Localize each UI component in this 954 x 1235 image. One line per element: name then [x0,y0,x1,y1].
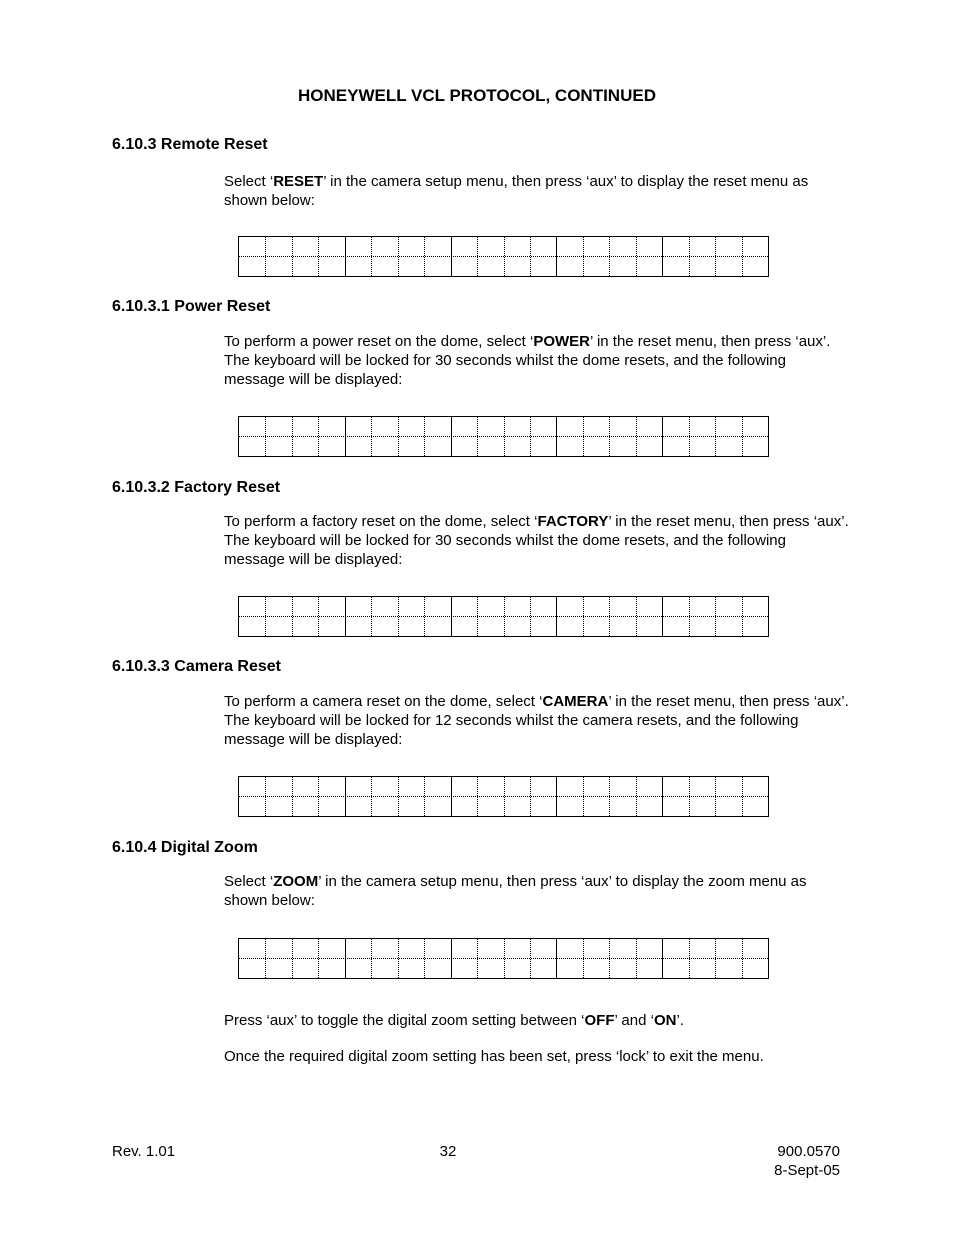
grid-column-divider [742,939,743,978]
grid-column-divider [530,237,531,276]
paragraph-power-reset: To perform a power reset on the dome, select ‘POWER’ in the reset menu, then press ‘aux’. The keyboard will be locked for 30 seconds whilst the dome resets, and the following message will be displayed: [224,333,831,388]
grid-column-divider [662,777,663,816]
grid-column-divider [556,597,557,636]
grid-column-divider [556,417,557,456]
grid-column-divider [689,597,690,636]
paragraph-camera-reset: To perform a camera reset on the dome, select ‘CAMERA’ in the reset menu, then press ‘aux’. The keyboard will be locked for 12 seconds whilst the camera resets, and the following message will be displayed: [224,693,849,748]
grid-column-divider [424,777,425,816]
grid-column-divider [371,597,372,636]
grid-column-divider [583,237,584,276]
grid-column-divider [636,237,637,276]
grid-column-divider [689,237,690,276]
grid-column-divider [504,237,505,276]
grid-column-divider [636,417,637,456]
grid-column-divider [715,417,716,456]
grid-column-divider [292,597,293,636]
grid-column-divider [689,939,690,978]
grid-column-divider [556,237,557,276]
grid-column-divider [662,417,663,456]
section-heading-digital-zoom: 6.10.4 Digital Zoom [112,839,258,856]
grid-column-divider [583,939,584,978]
grid-column-divider [371,417,372,456]
grid-column-divider [609,597,610,636]
grid-column-divider [318,939,319,978]
grid-column-divider [318,417,319,456]
grid-column-divider [662,939,663,978]
grid-column-divider [318,237,319,276]
grid-column-divider [609,939,610,978]
grid-column-divider [477,939,478,978]
display-grid-camera-reset-message [238,776,769,817]
paragraph-exit-menu: Once the required digital zoom setting has been set, press ‘lock’ to exit the menu. [224,1048,764,1065]
grid-column-divider [398,939,399,978]
grid-column-divider [451,597,452,636]
grid-column-divider [398,597,399,636]
grid-column-divider [636,939,637,978]
grid-column-divider [398,417,399,456]
grid-column-divider [451,237,452,276]
grid-column-divider [583,597,584,636]
grid-column-divider [636,597,637,636]
grid-column-divider [609,777,610,816]
grid-column-divider [477,777,478,816]
grid-column-divider [265,777,266,816]
grid-column-divider [742,597,743,636]
grid-column-divider [345,777,346,816]
display-grid-zoom-menu [238,938,769,979]
grid-column-divider [371,939,372,978]
grid-column-divider [742,237,743,276]
section-heading-remote-reset: 6.10.3 Remote Reset [112,136,268,153]
grid-column-divider [556,939,557,978]
grid-column-divider [292,939,293,978]
section-heading-power-reset: 6.10.3.1 Power Reset [112,298,271,315]
grid-column-divider [398,777,399,816]
grid-column-divider [530,939,531,978]
grid-column-divider [477,597,478,636]
footer-revision: Rev. 1.01 [112,1143,176,1160]
grid-column-divider [715,777,716,816]
grid-column-divider [424,939,425,978]
grid-column-divider [504,939,505,978]
page-title: HONEYWELL VCL PROTOCOL, CONTINUED [298,86,656,105]
display-grid-factory-reset-message [238,596,769,637]
display-grid-reset-menu [238,236,769,277]
grid-column-divider [345,597,346,636]
grid-column-divider [715,237,716,276]
grid-column-divider [345,939,346,978]
grid-column-divider [609,237,610,276]
display-grid-power-reset-message [238,416,769,457]
section-heading-factory-reset: 6.10.3.2 Factory Reset [112,479,281,496]
footer-doc-number: 900.0570 [777,1143,840,1160]
grid-column-divider [398,237,399,276]
grid-column-divider [583,777,584,816]
grid-column-divider [530,417,531,456]
grid-column-divider [715,939,716,978]
grid-column-divider [345,237,346,276]
grid-column-divider [265,597,266,636]
grid-column-divider [451,777,452,816]
grid-column-divider [742,777,743,816]
grid-column-divider [292,417,293,456]
grid-column-divider [636,777,637,816]
grid-column-divider [424,417,425,456]
grid-column-divider [504,777,505,816]
grid-column-divider [504,417,505,456]
grid-column-divider [318,777,319,816]
paragraph-digital-zoom: Select ‘ZOOM’ in the camera setup menu, then press ‘aux’ to display the zoom menu as shown below: [224,873,807,909]
grid-column-divider [424,597,425,636]
grid-column-divider [530,777,531,816]
grid-column-divider [583,417,584,456]
grid-column-divider [424,237,425,276]
grid-column-divider [689,777,690,816]
section-heading-camera-reset: 6.10.3.3 Camera Reset [112,658,281,675]
grid-column-divider [477,417,478,456]
grid-column-divider [345,417,346,456]
grid-column-divider [742,417,743,456]
grid-column-divider [292,237,293,276]
grid-column-divider [556,777,557,816]
grid-column-divider [662,237,663,276]
grid-column-divider [609,417,610,456]
grid-column-divider [451,417,452,456]
grid-column-divider [265,237,266,276]
footer-date: 8-Sept-05 [774,1162,840,1179]
footer-page-number: 32 [439,1143,457,1160]
grid-column-divider [689,417,690,456]
grid-column-divider [292,777,293,816]
grid-column-divider [715,597,716,636]
grid-column-divider [371,237,372,276]
paragraph-remote-reset: Select ‘RESET’ in the camera setup menu, then press ‘aux’ to display the reset menu as shown below: [224,173,809,209]
grid-column-divider [530,597,531,636]
grid-column-divider [477,237,478,276]
grid-column-divider [504,597,505,636]
paragraph-factory-reset: To perform a factory reset on the dome, select ‘FACTORY’ in the reset menu, then press ‘aux’. The keyboard will be locked for 30 seconds whilst the dome resets, and the following message will be displayed: [224,513,849,568]
grid-column-divider [451,939,452,978]
grid-column-divider [265,417,266,456]
grid-column-divider [662,597,663,636]
grid-column-divider [371,777,372,816]
grid-column-divider [265,939,266,978]
grid-column-divider [318,597,319,636]
paragraph-toggle-zoom: Press ‘aux’ to toggle the digital zoom setting between ‘OFF’ and ‘ON’. [224,1012,684,1029]
